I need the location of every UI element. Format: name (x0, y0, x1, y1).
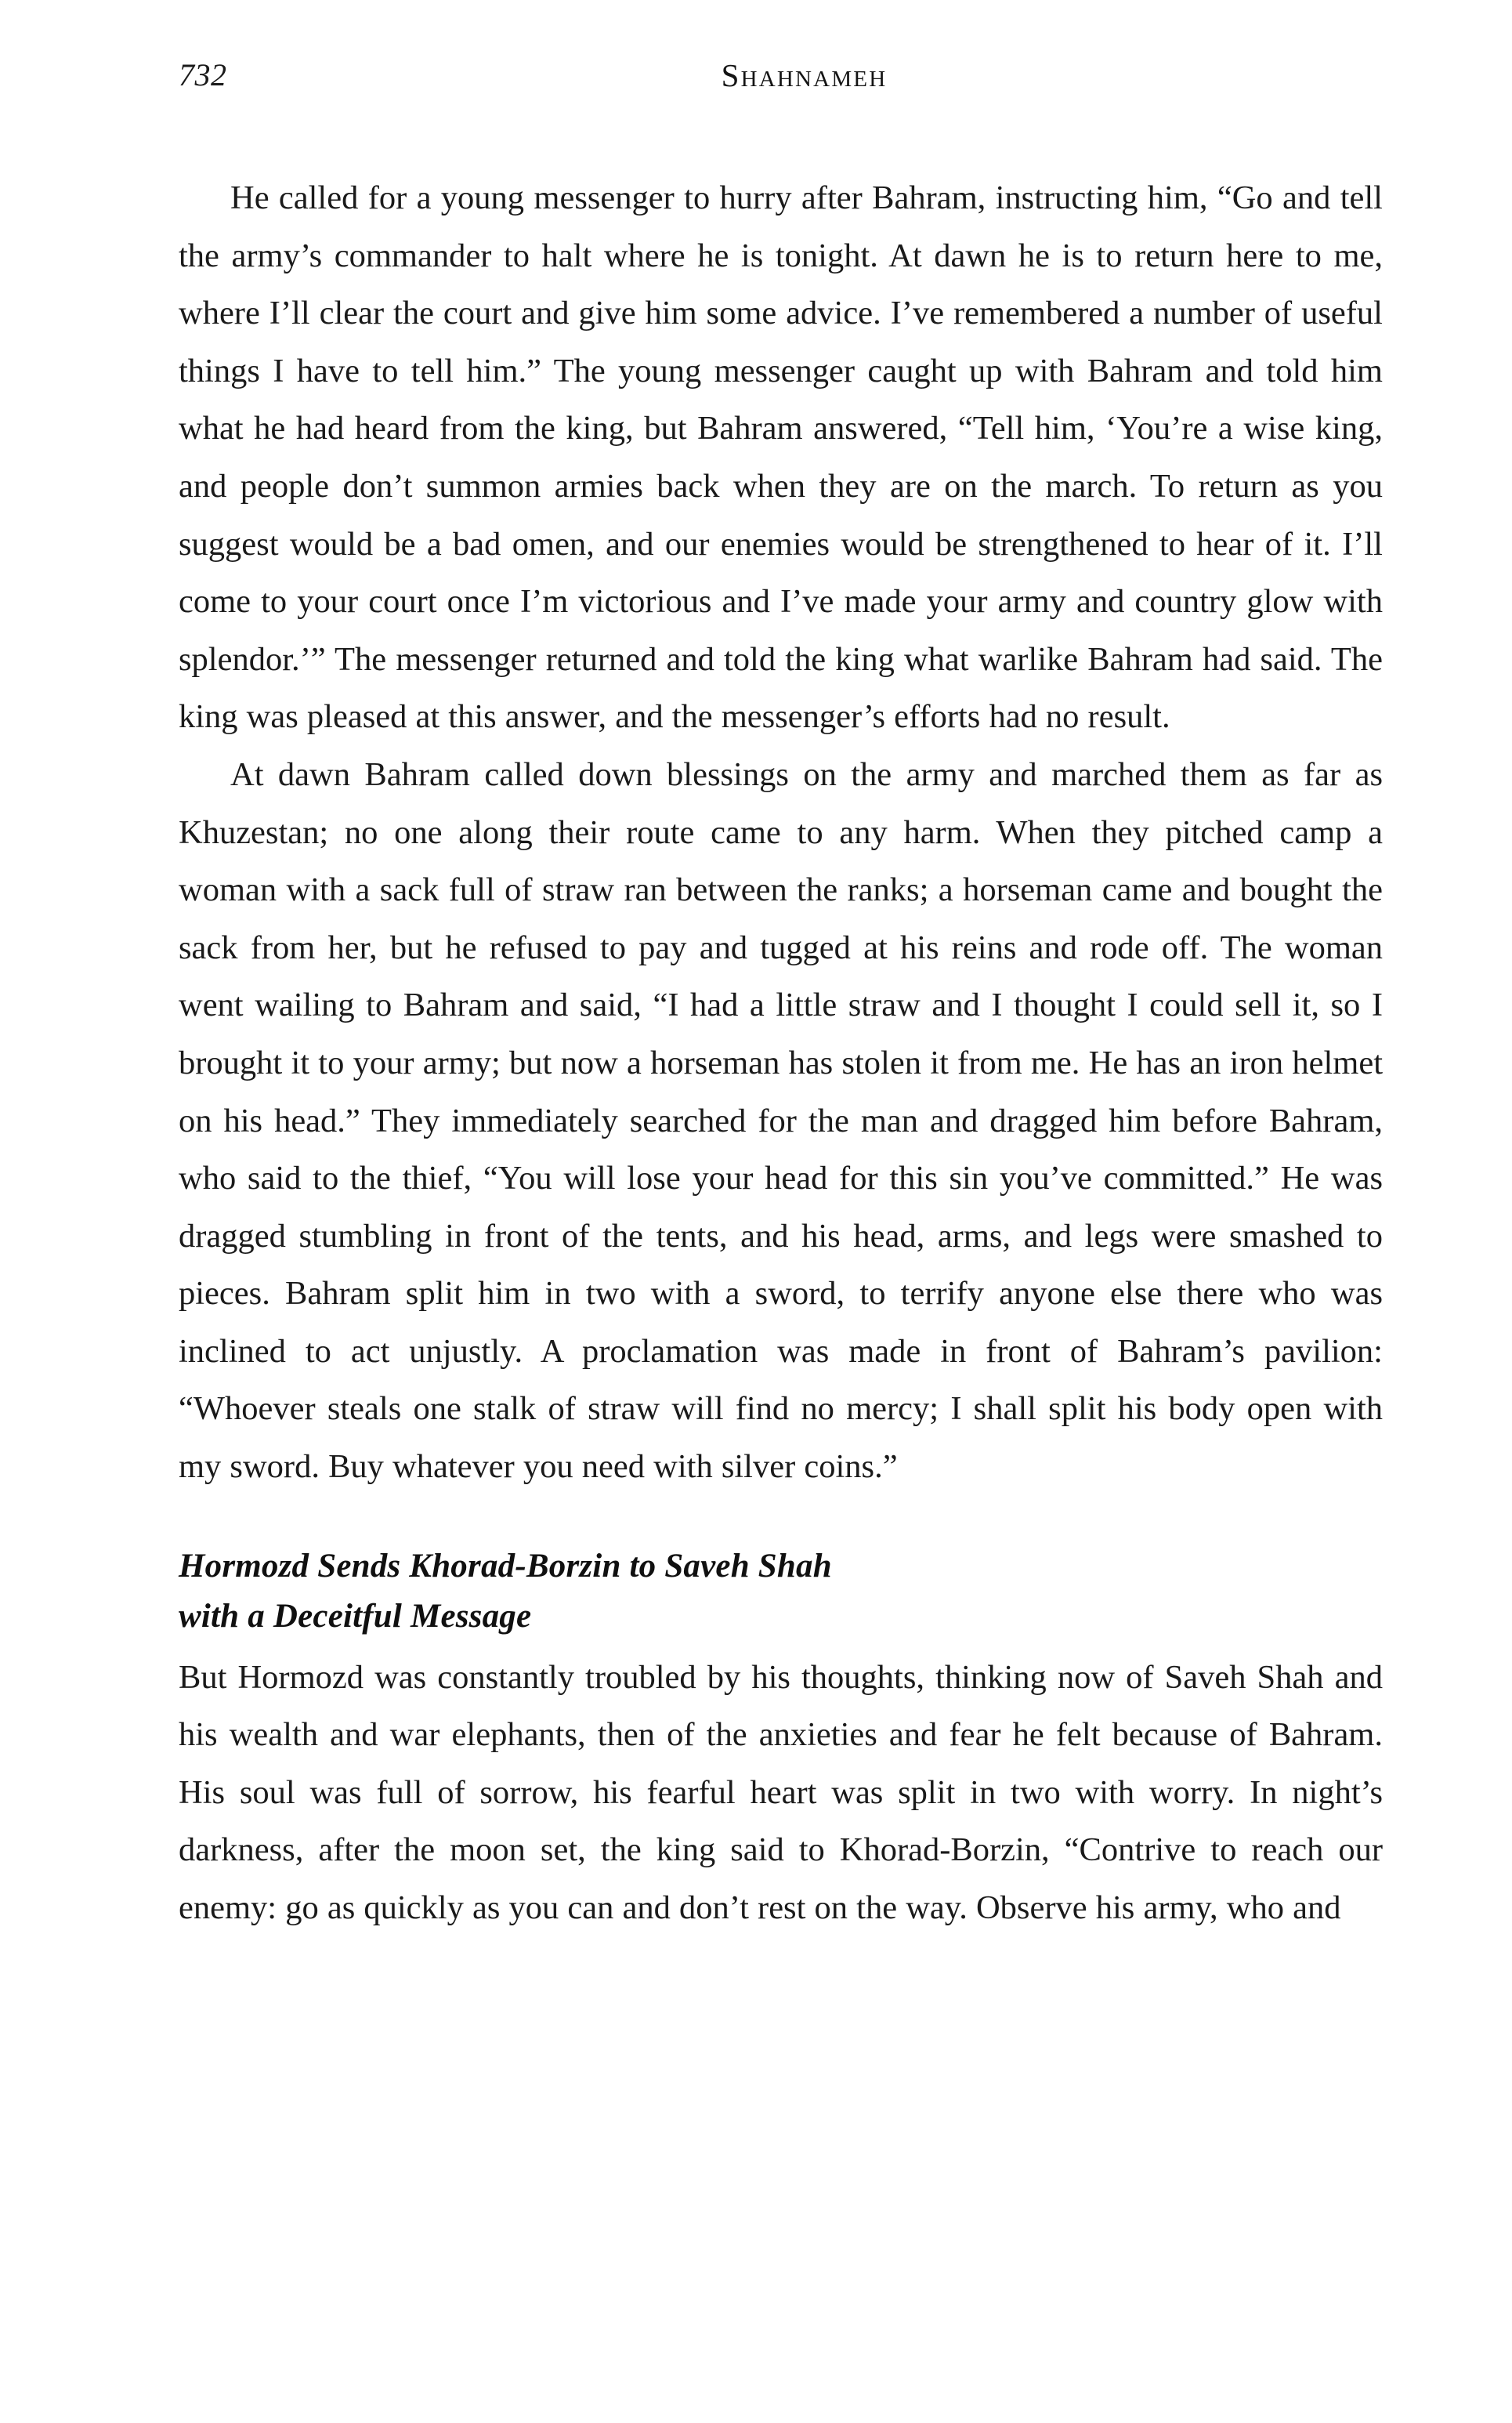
section-heading-line-1: Hormozd Sends Khorad-Borzin to Saveh Shah (179, 1547, 832, 1585)
section-heading (179, 1496, 1383, 1642)
page-number: 732 (179, 57, 227, 92)
running-head (179, 56, 1383, 103)
paragraph-hormozd: But Hormozd was constantly troubled by his thoughts, thinking now of Saveh Shah and his wealth and war elephants, then of the anxieties and fear he felt because of Bahram. His soul was full of sorrow, his fearful heart was split in two with worry. In night’s darkness, after the moon set, the king said to Khorad-Borzin, “Contrive to reach our enemy: go as quickly as you can and don’t rest on the way. Observe his army, who and (179, 1658, 1383, 1927)
paragraph-straw: At dawn Bahram called down blessings on the army and marched them as far as Khuzestan; no one along their route came to any harm. When they pitched camp a woman with a sack full of straw ran between the ranks; a horseman came and bought the sack from her, but he refused to pay and tugged at his reins and rode off. The woman went wailing to Bahram and said, “I had a little straw and I thought I could sell it, so I brought it to your army; but now a horseman has stolen it from me. He has an iron helmet on his head.” They immediately searched for the man and dragged him before Bahram, who said to the thief, “You will lose your head for this sin you’ve committed.” He was dragged stumbling in front of the tents, and his head, arms, and legs were smashed to pieces. Bahram split him in two with a sword, to terrify anyone else there who was inclined to act unjustly. A proclamation was made in front of Bahram’s pavilion: “Whoever steals one stalk of straw will find no mercy; I shall split his body open with my sword. Buy whatever you need with silver coins.” (179, 755, 1383, 1486)
section-heading-line-2: with a Deceitful Message (179, 1597, 532, 1635)
text-block (179, 169, 1383, 1937)
running-title: Shahnameh (721, 57, 888, 93)
paragraph-messenger: He called for a young messenger to hurry after Bahram, instructing him, “Go and tell the army’s commander to halt where he is tonight. At dawn he is to return here to me, where I’ll clear the court and give him some advice. I’ve remembered a number of useful things I have to tell him.” The young messenger caught up with Bahram and told him what he had heard from the king, but Bahram answered, “Tell him, ‘You’re a wise king, and people don’t summon armies back when they are on the march. To return as you suggest would be a bad omen, and our enemies would be strengthened to hear of it. I’ll come to your court once I’m victorious and I’ve made your army and country glow with splendor.’” The messenger returned and told the king what warlike Bahram had said. The king was pleased at this answer, and the messenger’s efforts had no result. (179, 179, 1383, 736)
